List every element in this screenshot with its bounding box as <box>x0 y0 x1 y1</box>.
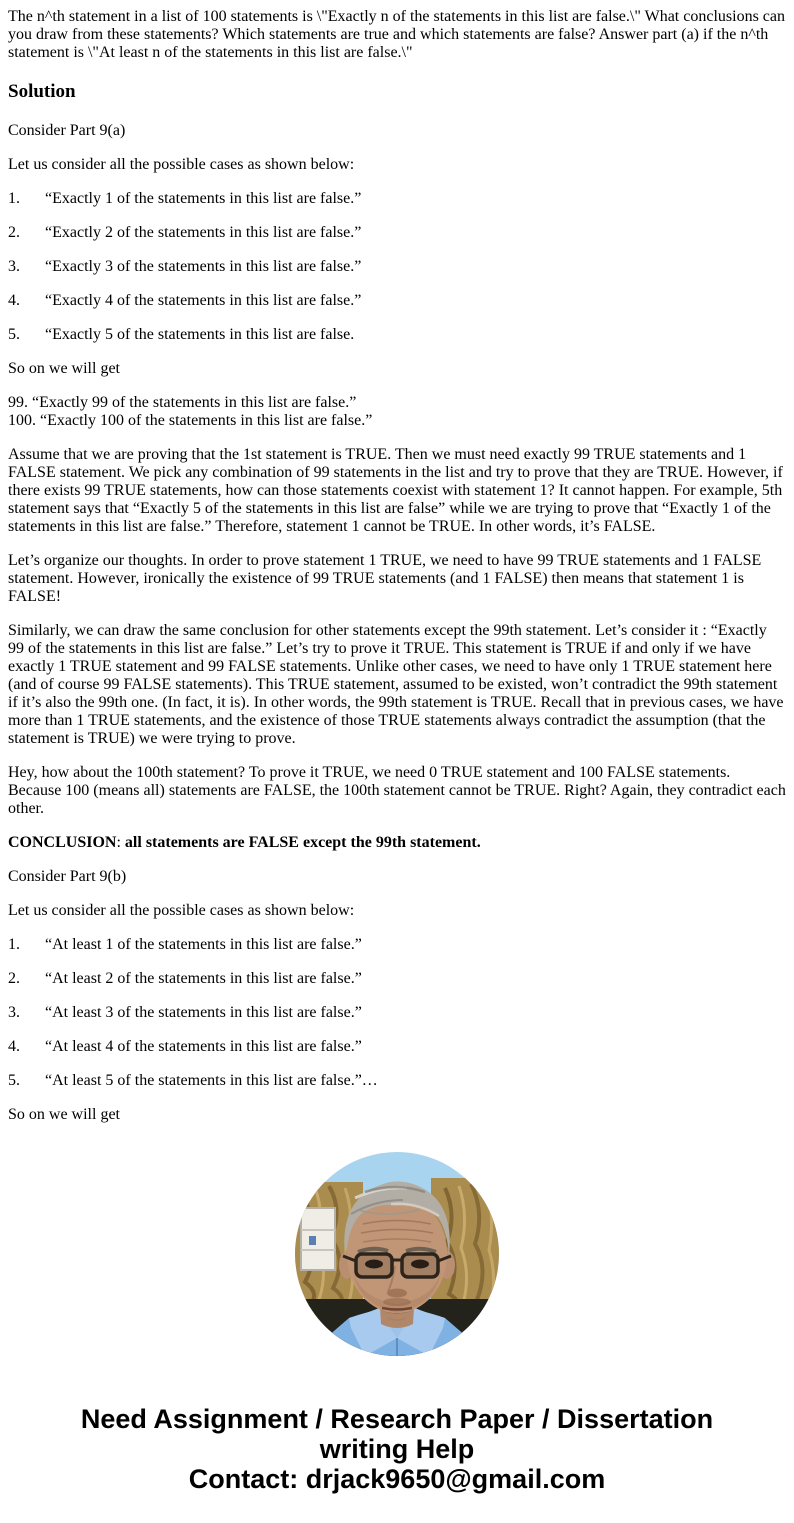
so-on-b: So on we will get <box>8 1106 120 1123</box>
continuation-99-100 <box>8 394 786 430</box>
list-number: 5. <box>8 326 20 343</box>
list-item-a-3 <box>8 258 786 276</box>
part-a-cases-intro: Let us consider all the possible cases as shown below: <box>8 156 355 173</box>
list-text: “At least 3 of the statements in this list are false.” <box>45 1004 362 1021</box>
footer-line-3: Contact: drjack9650@gmail.com <box>188 1464 606 1494</box>
list-text: “Exactly 3 of the statements in this list are false.” <box>45 258 362 275</box>
question-text: The n^th statement in a list of 100 statements is \"Exactly n of the statements in this list are false.\" What conclusions can you draw from these statements? Which statements are true and which statements are false? Answer part (a) if the n^th statement is \"At least n of the statements in this list are false.\" <box>8 8 785 61</box>
footer-line-2: writing Help <box>319 1434 475 1464</box>
list-item-a-2 <box>8 224 786 242</box>
list-item-b-4 <box>8 1038 786 1056</box>
list-item-b-3 <box>8 1004 786 1022</box>
footer-line-1: Need Assignment / Research Paper / Dissertation <box>80 1404 714 1434</box>
list-item-b-1 <box>8 936 786 954</box>
list-item-a-1 <box>8 190 786 208</box>
list-text: “Exactly 1 of the statements in this list are false.” <box>45 190 362 207</box>
list-item-a-5 <box>8 326 786 344</box>
list-number: 2. <box>8 224 20 241</box>
list-number: 4. <box>8 292 20 309</box>
list-number: 5. <box>8 1072 20 1089</box>
portrait-image <box>295 1152 499 1356</box>
paragraph-similarly: Similarly, we can draw the same conclusion for other statements except the 99th statement. Let’s consider it : “Exactly 99 of the statements in this list are false.” Let’s try to prove it TRUE. This statement is TRUE if and only if we have exactly 1 TRUE statement and 99 FALSE statements. Unlike other cases, we need to have only 1 TRUE statement here (and of course 99 FALSE statements). This TRUE statement, assumed to be existed, won’t contradict the 99th statement if it’s also the 99th one. (In fact, it is). In other words, the 99th statement is TRUE. Recall that in previous cases, we have more than 1 TRUE statements, and the existence of those TRUE statements always contradict the assumption (that the statement is TRUE) we were trying to prove. <box>8 622 784 747</box>
conclusion-label: CONCLUSION <box>8 834 117 851</box>
part-a-intro: Consider Part 9(a) <box>8 122 126 139</box>
document <box>8 8 786 1494</box>
list-item-b-5 <box>8 1072 786 1090</box>
portrait-photo <box>8 1152 786 1356</box>
list-number: 3. <box>8 258 20 275</box>
part-b-cases-intro: Let us consider all the possible cases as shown below: <box>8 902 355 919</box>
paragraph-organize: Let’s organize our thoughts. In order to prove statement 1 TRUE, we need to have 99 TRUE statements and 1 FALSE statement. However, ironically the existence of 99 TRUE statements (and 1 FALSE) then means that statement 1 is FALSE! <box>8 552 762 605</box>
paragraph-100th: Hey, how about the 100th statement? To prove it TRUE, we need 0 TRUE statement and 100 FALSE statements. Because 100 (means all) statements are FALSE, the 100th statement cannot be TRUE. Right? Again, they contradict each other. <box>8 764 786 817</box>
list-text: “Exactly 5 of the statements in this list are false. <box>45 326 355 343</box>
list-text: “Exactly 2 of the statements in this list are false.” <box>45 224 362 241</box>
continuation-line-99: 99. “Exactly 99 of the statements in this list are false.” <box>8 394 357 411</box>
list-number: 1. <box>8 190 20 207</box>
conclusion-text: all statements are FALSE except the 99th statement. <box>124 834 481 851</box>
list-text: “At least 2 of the statements in this list are false.” <box>45 970 362 987</box>
conclusion <box>8 834 786 852</box>
photo-window-frame <box>301 1208 335 1270</box>
list-number: 1. <box>8 936 20 953</box>
solution-heading: Solution <box>8 81 76 102</box>
list-text: “At least 5 of the statements in this list are false.”… <box>45 1072 378 1089</box>
list-number: 3. <box>8 1004 20 1021</box>
continuation-line-100: 100. “Exactly 100 of the statements in this list are false.” <box>8 412 373 429</box>
conclusion-separator: : <box>116 834 125 851</box>
list-item-a-4 <box>8 292 786 310</box>
footer-banner <box>8 1404 786 1494</box>
list-text: “At least 4 of the statements in this list are false.” <box>45 1038 362 1055</box>
paragraph-assume: Assume that we are proving that the 1st statement is TRUE. Then we must need exactly 99 TRUE statements and 1 FALSE statement. We pick any combination of 99 statements in the list and try to prove that they are TRUE. However, if there exists 99 TRUE statements, how can those statements coexist with statement 1? It cannot happen. For example, 5th statement says that “Exactly 5 of the statements in this list are false” while we are trying to prove that “Exactly 1 of the statements in this list are false.” Therefore, statement 1 cannot be TRUE. In other words, it’s FALSE. <box>8 446 783 535</box>
list-text: “Exactly 4 of the statements in this list are false.” <box>45 292 362 309</box>
list-text: “At least 1 of the statements in this list are false.” <box>45 936 362 953</box>
list-number: 2. <box>8 970 20 987</box>
so-on-a: So on we will get <box>8 360 120 377</box>
list-item-b-2 <box>8 970 786 988</box>
list-number: 4. <box>8 1038 20 1055</box>
part-b-intro: Consider Part 9(b) <box>8 868 127 885</box>
